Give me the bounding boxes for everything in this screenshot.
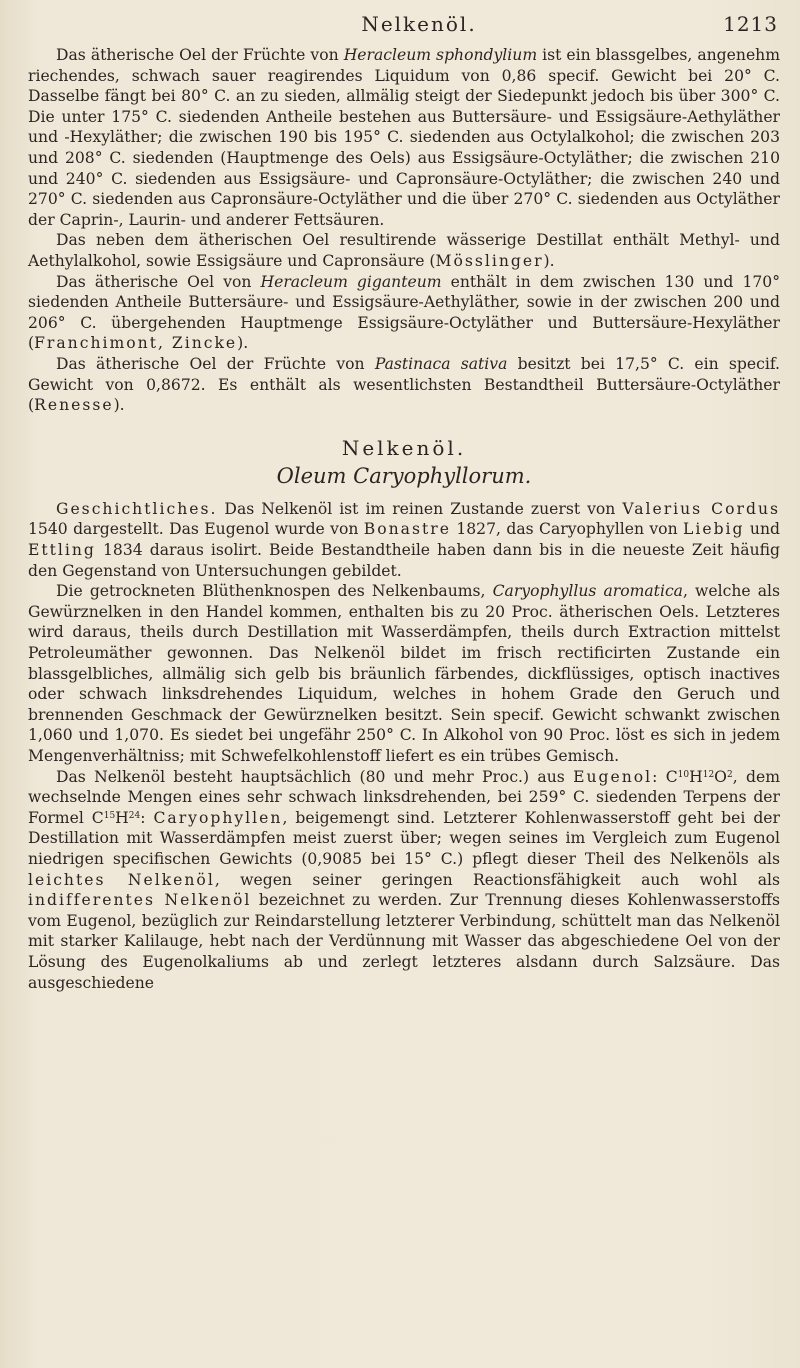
- paragraph-geschichtliches: Geschichtliches. Das Nelkenöl ist im reinen Zustande zuerst von Valerius Cordus 1540 dargestellt. Das Eugenol wurde von Bonastre 1827, das Caryophyllen von Liebig und Ettling 1834 daraus isolirt. Beide Bestandtheile haben dann bis in die neueste Zeit häufig den Gegenstand von Untersuchungen gebildet.: [28, 499, 780, 580]
- running-title: Nelkenöl.: [361, 12, 477, 36]
- species-name: Heracleum sphondylium: [343, 46, 538, 64]
- author-name: Franchimont, Zincke: [34, 334, 238, 353]
- paragraph-eugenol: Das Nelkenöl besteht hauptsächlich (80 und mehr Proc.) aus Eugenol: $C^{10}H^{12}O^2$, dem wechselnde Mengen eines sehr schwach linksdrehenden, bei 259° C. siedenden Terpens der Formel $C^{15}H^{24}$: Caryophyllen, beigemengt sind. Letzterer Kohlenwasserstoff geht bei der Destillation mit Wasserdämpfen meist zuerst über; wegen seines im Vergleich zum Eugenol niedrigen specifischen Gewichts (0,9085 bei 15° C.) pflegt dieser Theil des Nelkenöls als leichtes Nelkenöl, wegen seiner geringen Reactionsfähigkeit auch wohl als indifferentes Nelkenöl bezeichnet zu werden. Zur Trennung dieses Kohlenwasserstoffs vom Eugenol, bezüglich zur Reindarstellung letzterer Verbindung, schüttelt man das Nelkenöl mit starker Kalilauge, hebt nach der Verdünnung mit Wasser das abgeschiedene Oel von der Lösung des Eugenolkaliums ab und zerlegt letzteres alsdann durch Salzsäure. Das ausgeschiedene: [28, 767, 780, 992]
- species-name: Pastinaca sativa: [374, 354, 508, 373]
- author-name: Liebig: [683, 520, 745, 539]
- term-leichtes-nelkenoel: leichtes Nelkenöl: [28, 870, 215, 889]
- compound-name: Eugenol: [573, 767, 653, 786]
- species-name: Heracleum giganteum: [260, 272, 442, 291]
- run-in-heading: Geschichtliches.: [56, 499, 218, 518]
- author-name: Renesse: [34, 396, 114, 415]
- author-name: Bonastre: [363, 520, 451, 539]
- section-heading: Nelkenöl.: [341, 435, 467, 460]
- page-header: [60, 12, 778, 42]
- page-body: [28, 45, 780, 993]
- author-name: Ettling: [28, 541, 96, 560]
- author-name: Valerius Cordus: [622, 499, 780, 518]
- page-number: 1213: [723, 12, 778, 36]
- paragraph-heracleum-sphondylium: Das ätherische Oel der Früchte von Heracleum sphondylium ist ein blassgelbes, angenehm riechendes, schwach sauer reagirendes Liquidum von 0,86 specif. Gewicht bei 20° C. Dasselbe fängt bei 80° C. an zu sieden, allmälig steigt der Siedepunkt jedoch bis über 300° C. Die unter 175° C. siedenden Antheile bestehen aus Buttersäure- und Essigsäure-Aethyläther und -Hexyläther; die zwischen 190 bis 195° C. siedenden aus Octylalkohol; die zwischen 203 und 208° C. siedenden (Hauptmenge des Oels) aus Essigsäure-Octyläther; die zwischen 210 und 240° C. siedenden aus Essigsäure- und Capronsäure-Octyläther; die zwischen 240 und 270° C. siedenden aus Capronsäure-Octyläther und die über 270° C. siedenden aus Octyläther der Caprin-, Laurin- und anderer Fettsäuren.: [28, 46, 780, 229]
- paragraph-heracleum-giganteum: Das ätherische Oel von Heracleum giganteum enthält in dem zwischen 130 und 170° siedenden Antheile Buttersäure- und Essigsäure-Aethyläther, sowie in der zwischen 200 und 206° C. übergehenden Hauptmenge Essigsäure-Octyläther und Buttersäure-Hexyläther (Franchimont, Zincke).: [28, 272, 781, 353]
- author-name: Mösslinger: [435, 251, 544, 270]
- species-name: Caryophyllus aromatica: [492, 582, 683, 601]
- paragraph-destillat: Das neben dem ätherischen Oel resultirende wässerige Destillat enthält Methyl- und Aethylalkohol, sowie Essigsäure und Capronsäure (Mösslinger).: [28, 231, 780, 270]
- paragraph-bluethenknospen: Die getrockneten Blüthenknospen des Nelkenbaums, Caryophyllus aromatica, welche als Gewürznelken in den Handel kommen, enthalten bis zu 20 Proc. ätherischen Oels. Letzteres wird daraus, theils durch Destillation mit Wasserdämpfen, theils durch Extraction mittelst Petroleumäther gewonnen. Das Nelkenöl bildet im frisch rectificirten Zustande ein blassgelbliches, allmälig sich gelb bis bräunlich färbendes, dickflüssiges, optisch inactives oder schwach linksdrehendes Liquidum, welches in hohem Grade den Geruch und brennenden Geschmack der Gewürznelken besitzt. Sein specif. Gewicht schwankt zwischen 1,060 und 1,070. Es siedet bei ungefähr 250° C. In Alkohol von 90 Proc. löst es sich in jedem Mengenverhältniss; mit Schwefelkohlenstoff liefert es ein trübes Gemisch.: [28, 582, 781, 765]
- paragraph-pastinaca-sativa: Das ätherische Oel der Früchte von Pastinaca sativa besitzt bei 17,5° C. ein specif. Gewicht von 0,8672. Es enthält als wesentlichsten Bestandtheil Buttersäure-Octyläther (Renesse).: [28, 354, 780, 415]
- section-subheading: Oleum Caryophyllorum.: [276, 464, 532, 489]
- compound-name: Caryophyllen: [153, 808, 283, 827]
- term-indifferentes-nelkenoel: indifferentes Nelkenöl: [28, 891, 252, 910]
